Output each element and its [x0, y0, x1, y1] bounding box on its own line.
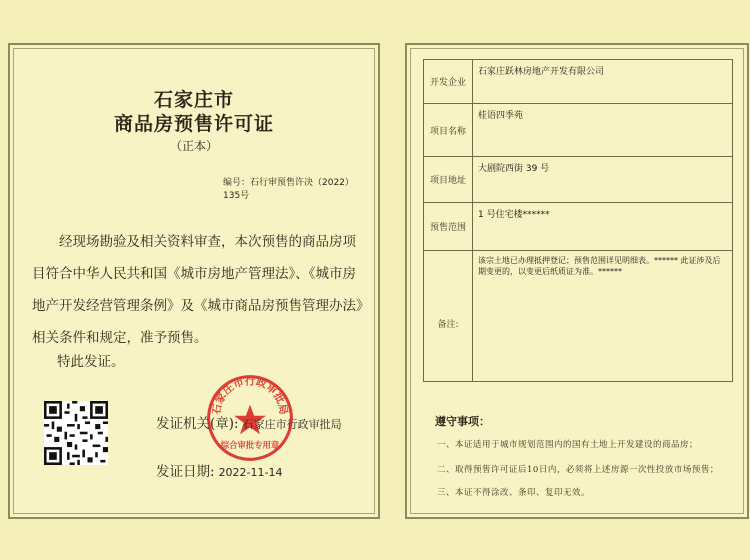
row-value-project-name: 桂语四季苑	[473, 104, 733, 157]
notice-item-1: 一、本证适用于城市规划范围内的国有土地上开发建设的商品房；	[437, 440, 699, 450]
issue-date-line	[156, 460, 283, 480]
table-row	[424, 251, 733, 382]
greeting-text: 特此发证。	[57, 354, 125, 370]
date-label: 发证日期:	[156, 464, 215, 480]
table-row	[424, 104, 733, 157]
row-label-presale-scope: 预售范围	[424, 203, 473, 251]
official-seal-icon	[206, 374, 294, 462]
certificate-title: 商品房预售许可证	[113, 113, 274, 135]
certificate-front-page	[8, 43, 380, 519]
notice-item-3: 三、本证不得涂改、条印、复印无效。	[437, 488, 591, 498]
title-city: 石家庄市	[153, 89, 234, 111]
table-row	[424, 157, 733, 203]
certificate-details-page	[405, 43, 749, 519]
row-value-project-address: 大剧院西街 39 号	[473, 157, 733, 203]
row-label-project-address: 项目地址	[424, 157, 473, 203]
serial-number: 编号：石行审预售许决（2022）135号	[223, 178, 354, 201]
table-row	[424, 60, 733, 104]
issuer-value: 石家庄市行政审批局	[242, 418, 342, 431]
date-value: 2022-11-14	[218, 466, 283, 479]
row-label-project-name: 项目名称	[424, 104, 473, 157]
table-row	[424, 203, 733, 251]
row-value-presale-scope: 1 号住宅楼******	[473, 203, 733, 251]
details-table	[423, 59, 733, 382]
svg-text:石家庄市行政审批局	[210, 374, 291, 416]
issuer-label: 发证机关(章):	[156, 416, 239, 432]
row-label-developer: 开发企业	[424, 60, 473, 104]
qr-code-icon	[44, 401, 108, 465]
issuer-line	[156, 412, 342, 432]
certificate-copy-type: （正本）	[169, 139, 218, 153]
notice-title: 遵守事项：	[435, 415, 490, 428]
row-label-remarks: 备注:	[424, 251, 473, 382]
body-paragraph: 经现场勘验及相关资料审查，本次预售的商品房项目符合中华人民共和国《城市房地产管理法》、《城市房地产开发经营管理条例》及《城市商品房预售管理办法》相关条件和规定，准予预售。	[32, 234, 363, 346]
row-value-developer: 石家庄跃林房地产开发有限公司	[473, 60, 733, 104]
body-text	[32, 226, 366, 354]
row-value-remarks: 该宗土地已办理抵押登记；预售范围详见明细表。****** 此证涉及后期变更的，以变更后纸质证为准。******	[473, 251, 733, 382]
seal-text-bottom: 综合审批专用章	[220, 439, 280, 450]
notice-item-2: 二、取得预售许可证后10日内，必须将上述房源一次性投放市场预售；	[437, 465, 719, 475]
seal-text-top: 石家庄市行政审批局	[210, 375, 290, 416]
